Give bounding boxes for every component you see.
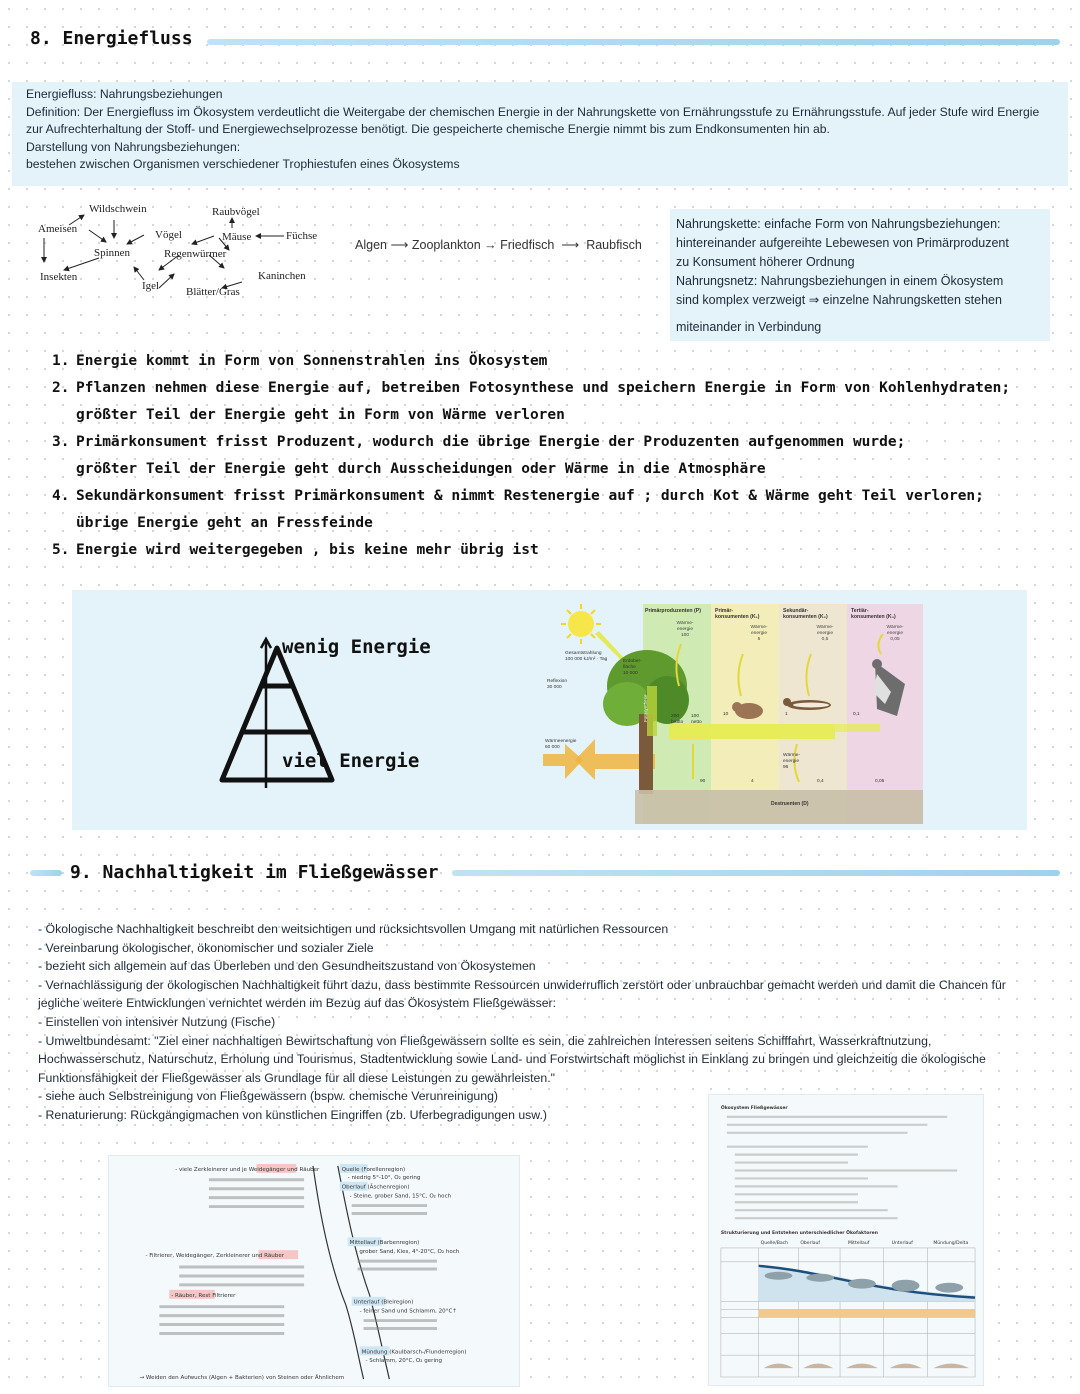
diagram-heat-label: energie [676,627,694,632]
food-web-diagram [34,200,334,305]
diagram-net-value: 100 [691,714,700,719]
chain-def-line-3: zu Konsument höherer Ordnung [676,255,855,269]
table-col-unterlauf: Unterlauf [891,1240,913,1246]
note-bottom: → Weiden den Aufwuchs (Algen + Bakterien) von Steinen oder Ähnlichem [139,1375,345,1382]
diagram-col-secondary-a: Sekundär- [783,608,809,614]
web-label-wildschwein: Wildschwein [89,203,147,215]
diagram-heat-energy: Wärmeenergie [545,739,577,744]
diagram-decomposers: Destruenten (D) [771,801,809,807]
diagram-photosynthesis: Fotosynthese [643,694,648,722]
diagram-col-tertiary-b: konsumenten (K₃) [851,614,896,620]
note-mittellauf-detail: - grober Sand, Kies, 4°-20°C, O₂ hoch [355,1249,460,1256]
diagram-heat-label: Wärme- [676,621,694,626]
step-item [52,537,1052,564]
note-oberlauf-detail: - Steine, grober Sand, 15°C, O₂ hoch [349,1193,452,1200]
note-left-lower: - Räuber, Rest Filtrierer [171,1292,236,1299]
web-label-fuechse: Füchse [286,230,318,242]
web-label-igel: Igel [142,280,160,292]
note-left-upper: - viele Zerkleinerer und je Weidegänger und Räuber [175,1166,320,1173]
note-muendung-detail: - Schlamm, 20°C, O₂ gering [365,1358,443,1365]
heading-underline-left [30,870,62,876]
diagram-heat-value: 5 [757,637,761,642]
river-zones-notes-image [108,1155,520,1387]
web-label-raubvoegel: Raubvögel [212,206,260,218]
diagram-heat-value: 0,05 [890,637,900,642]
sustainability-line: - Ökologische Nachhaltigkeit beschreibt den weitsichtigen und rücksichtsvollen Umgang mit natürlichen Ressourcen [38,922,669,936]
energy-direction-arrow [260,636,272,792]
diagram-flow-value: 10 [723,712,729,717]
diagram-heat-96: energie [783,759,800,764]
diagram-flow-value: 0,1 [853,712,860,717]
diagram-col-secondary-b: konsumenten (K₂) [783,614,828,620]
step-text: Sekundärkonsument frisst Primärkonsument & nimmt Restenergie auf ; durch Kot & Wärme geht Teil verloren; [76,488,984,504]
diagram-total-radiation: Gesamtstrahlung [565,651,602,656]
diagram-surface-value: 10 000 [623,671,638,676]
energy-steps-list [52,348,1052,564]
note-quelle: Quelle (Forellenregion) [341,1166,406,1173]
note-quelle-detail: - niedrig 5°-10°, O₂ gering [347,1174,421,1181]
chain-def-line-2: hintereinander aufgereihte Lebewesen von Primärproduzent [676,236,1009,250]
section-9-heading [30,862,1060,883]
heading-underline [207,39,1060,45]
note-oberlauf: Oberlauf (Äschenregion) [341,1184,410,1191]
chain-raubfisch: Raubfisch [586,238,642,252]
definition-box [12,82,1068,186]
chain-def-line-4: Nahrungsnetz: Nahrungsbeziehungen in einem Ökosystem [676,274,1004,288]
pyramid-bottom-label: viel Energie [282,750,420,772]
diagram-heat-label: energie [750,631,768,636]
diagram-reflection-value: 30 000 [547,685,562,690]
diagram-heat-label: energie [886,631,904,636]
chain-friedfisch: Friedfisch [500,238,555,252]
web-label-regenwuermer: Regenwürmer [164,248,227,260]
section-8-title: 8. Energiefluss [30,28,193,49]
web-label-blaetter-gras: Blätter/Gras [186,286,240,298]
web-label-insekten: Insekten [40,271,78,283]
note-mittellauf: Mittellauf (Barbenregion) [349,1240,420,1247]
food-chain [355,237,642,252]
table-title: Ökosystem Fließgewässer [720,1105,788,1111]
step-text: Energie wird weitergegeben , bis keine mehr übrig ist [76,542,539,558]
chain-def-line-1: Nahrungskette: einfache Form von Nahrungsbeziehungen: [676,217,1001,231]
diagram-surface: fläche [623,665,636,670]
note-muendung: Mündung (Kaulbarsch-/Flunderregion) [361,1349,467,1356]
step-text: Energie kommt in Form von Sonnenstrahlen ins Ökosystem [76,353,548,369]
diagram-heat-label: Wärme- [816,625,834,630]
step-continuation: übrige Energie geht an Fressfeinde [76,515,373,531]
web-label-maeuse: Mäuse [222,231,252,243]
diagram-decomp-value: 4 [751,779,754,784]
step-continuation: größter Teil der Energie geht durch Ausscheidungen oder Wärme in die Atmosphäre [76,461,766,477]
chain-definition-box [670,209,1050,341]
diagram-heat-value: 100 [680,633,690,638]
sustainability-line: - Renaturierung: Rückgängigmachen von künstlichen Eingriffen (zb. Uferbegradigungen usw.) [38,1107,548,1122]
diagram-heat-label: energie [816,631,834,636]
sustainability-line: - bezieht sich allgemein auf das Überleben und den Gesundheitszustand von Ökosystemen [38,959,536,974]
step-text: Pflanzen nehmen diese Energie auf, betreiben Fotosynthese und speichern Energie in Form von Kohlenhydraten; [76,380,1011,396]
diagram-col-tertiary-a: Tertiär- [851,608,869,614]
table-col-muendung: Mündung/Delta [933,1240,969,1246]
diagram-col-primary-a: Primär- [715,608,734,614]
step-item [52,483,1052,510]
chain-zooplankton: Zooplankton [411,238,481,252]
section-9-title: 9. Nachhaltigkeit im Fließgewässer [70,862,439,883]
heading-underline [452,870,1060,876]
arrow-icon: → [484,238,497,252]
pyramid-top-label: wenig Energie [282,636,431,658]
sustainability-line: - Vernachlässigung der ökologischen Nachhaltigkeit führt dazu, dass bestimmte Ressourcen unwiderruflich zerstört oder unbrauchbar gemacht werden und damit die Chancen für jegliche weitere Entwicklungen vernichtet werden im Bezug auf das Ökosystem Fließgewässer: [38,977,1006,1011]
section-8-heading [30,28,1060,49]
diagram-gross-label: brutto [671,720,684,725]
web-label-spinnen: Spinnen [94,247,131,259]
diagram-heat-96: Wärme- [783,753,801,758]
step-number: 4. [52,488,70,504]
sustainability-line: - Umweltbundesamt: "Ziel einer nachhaltigen Bewirtschaftung von Fließgewässern sollte es sein, die zahlreichen Interessen seitens Schifffahrt, Wasserkraftnutzung, Hochwasserschutz, Naturschutz, Erholung und Tourismus, Stadtentwicklung sowie Land- und Forstwirtschaft möglichst in Einklang zu bringen und gleichzeitig die ökologische Funktionsfähigkeit der Fließgewässer als Grundlage für all diese Leistungen zu gewährleisten." [38,1033,986,1085]
diagram-gross-value: 200 [671,714,680,719]
step-item [52,348,1052,375]
arrow-icon: ⟶ [557,238,583,252]
table-col-mittellauf: Mittellauf [847,1240,870,1246]
diagram-decomp-value: 0,05 [875,779,885,784]
definition-subtitle: Darstellung von Nahrungsbeziehungen: [26,139,241,154]
diagram-net-label: netto [691,720,702,725]
diagram-heat-label: Wärme- [886,625,904,630]
web-label-ameisen: Ameisen [38,223,78,235]
energy-flow-diagram [535,604,923,824]
table-structure-title: Strukturierung und Entstehen unterschiedlicher Ökofaktoren [720,1231,878,1237]
diagram-heat-value: 0,5 [821,637,829,642]
diagram-reflection: Reflexion [547,679,567,684]
sustainability-line: - Einstellen von intensiver Nutzung (Fische) [38,1014,276,1029]
sun-icon [561,604,601,644]
definition-title: Energiefluss: Nahrungsbeziehungen [26,87,223,101]
diagram-heat-96-value: 96 [783,765,789,770]
river-ecosystem-table-image [708,1094,984,1386]
step-number: 2. [52,380,70,396]
diagram-decomp-value: 90 [700,779,706,784]
diagram-flow-value: 1 [785,712,788,717]
chain-def-line-6: miteinander in Verbindung [676,320,822,334]
definition-subtext: bestehen zwischen Organismen verschiedener Trophiestufen eines Ökosystems [26,157,460,171]
definition-text: Definition: Der Energiefluss im Ökosystem verdeutlicht die Weitergabe der chemischen Energie in der Nahrungskette von Ernährungsstufe zu Ernährungsstufe. Auf jeder Stufe wird Energie zur Aufrechterhaltung der Stoff- und Energiewechselprozesse benötigt. Die gespeicherte chemische Energie nimmt bis zum Endkonsumenten hin ab. [26,104,1040,136]
note-unterlauf: Unterlauf (Bleiregion) [353,1299,414,1306]
table-col-quelle: Quelle/Bach [760,1240,789,1246]
diagram-decomp-value: 0,4 [817,779,824,784]
arrow-icon: ⟶ [390,238,409,252]
table-col-oberlauf: Oberlauf [800,1240,821,1246]
sustainability-line: - siehe auch Selbstreinigung von Fließgewässern (bspw. chemische Verunreinigung) [38,1089,499,1104]
note-unterlauf-detail: - feiner Sand und Schlamm, 20°C↑ [359,1308,457,1315]
diagram-total-radiation-value: 100 000 kJ/m² · Tag [565,657,608,662]
note-left-middle: - Filtrierer, Weidegänger, Zerkleinerer und Räuber [145,1253,285,1260]
chain-def-line-5: sind komplex verzweigt ⇒ einzelne Nahrungsketten stehen [676,293,1002,307]
diagram-col-primary-b: konsumenten (K₁) [715,614,760,620]
step-number: 3. [52,434,70,450]
step-continuation: größter Teil der Energie geht in Form von Wärme verloren [76,407,565,423]
diagram-heat-energy-value: 60 000 [545,745,560,750]
diagram-col-producers: Primärproduzenten (P) [645,608,701,614]
web-label-voegel: Vögel [155,229,182,241]
step-number: 1. [52,353,70,369]
step-text: Primärkonsument frisst Produzent, wodurch die übrige Energie der Produzenten aufgenommen wurde; [76,434,906,450]
diagram-surface: Erdober- [623,659,642,664]
diagram-heat-label: Wärme- [750,625,768,630]
web-label-kaninchen: Kaninchen [258,270,306,282]
step-item [52,429,1052,456]
chain-algen: Algen [355,238,387,252]
step-item [52,375,1052,402]
step-number: 5. [52,542,70,558]
energy-pyramid-panel [72,590,1027,830]
sustainability-line: - Vereinbarung ökologischer, ökonomischer und sozialer Ziele [38,940,374,955]
